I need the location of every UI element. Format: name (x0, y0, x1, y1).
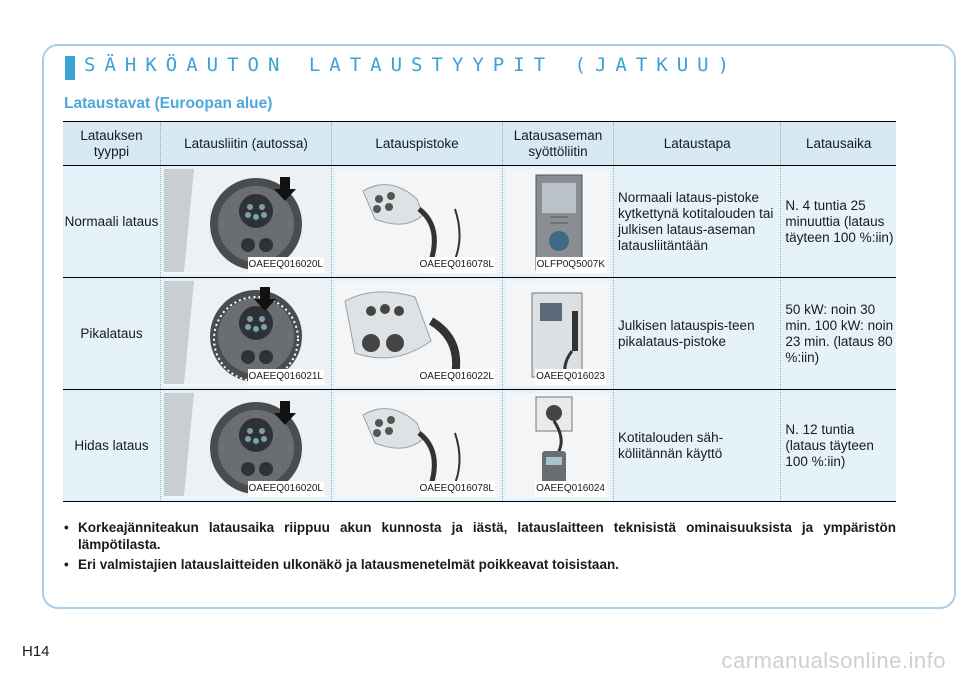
plug-image (332, 390, 503, 502)
page-title: SÄHKÖAUTON LATAUSTYYPIT (JATKUU) (84, 54, 739, 76)
time-normal: N. 4 tuntia 25 minuuttia (lataus täyteen 100 %:iin) (781, 166, 896, 278)
col-header-time: Latausaika (781, 122, 896, 166)
title-accent-bar (65, 56, 75, 80)
image-code: OAEEQ016078L (419, 257, 496, 273)
section-subtitle: Lataustavat (Euroopan alue) (64, 95, 273, 112)
row-type-slow: Hidas lataus (63, 390, 161, 502)
method-fast: Julkisen latauspis-teen pikalataus-pistoke (614, 278, 781, 390)
station-image (503, 278, 614, 390)
inlet-image (161, 166, 332, 278)
table-row (63, 390, 896, 502)
plug-image (332, 166, 503, 278)
method-normal: Normaali lataus-pistoke kytkettynä kotitalouden tai julkisen lataus-aseman latausliitäntään (614, 166, 781, 278)
image-code: OAEEQ016022L (419, 369, 496, 385)
charging-methods-table (63, 121, 896, 502)
image-code: OAEEQ016020L (248, 257, 325, 273)
image-code: OAEEQ016023 (535, 369, 606, 385)
image-code: OAEEQ016020L (248, 481, 325, 497)
note-item: • Korkeajänniteakun latausaika riippuu akun kunnosta ja iästä, latauslaitteen teknisistä ominaisuuksista ja ympäristön lämpötilasta. (64, 519, 896, 553)
image-code: OAEEQ016078L (419, 481, 496, 497)
image-code: OAEEQ016021L (248, 369, 325, 385)
col-header-method: Lataustapa (614, 122, 781, 166)
col-header-type: Latauksen tyyppi (63, 122, 161, 166)
station-image (503, 166, 614, 278)
table-header-row (63, 122, 896, 166)
row-type-normal: Normaali lataus (63, 166, 161, 278)
col-header-station: Latausaseman syöttöliitin (503, 122, 614, 166)
time-slow: N. 12 tuntia (lataus täyteen 100 %:iin) (781, 390, 896, 502)
row-type-fast: Pikalataus (63, 278, 161, 390)
image-code: OAEEQ016024 (535, 481, 606, 497)
watermark: carmanualsonline.info (721, 648, 946, 673)
table-row (63, 166, 896, 278)
inlet-image (161, 390, 332, 502)
plug-image (332, 278, 503, 390)
image-code: OLFP0Q5007K (536, 257, 606, 273)
col-header-inlet: Latausliitin (autossa) (161, 122, 332, 166)
notes-list (64, 519, 896, 576)
station-image (503, 390, 614, 502)
inlet-image (161, 278, 332, 390)
time-fast: 50 kW: noin 30 min. 100 kW: noin 23 min. (lataus 80 %:iin) (781, 278, 896, 390)
page-number: H14 (22, 643, 50, 660)
note-item: • Eri valmistajien latauslaitteiden ulkonäkö ja latausmenetelmät poikkeavat toisistaan. (64, 556, 896, 573)
table-row (63, 278, 896, 390)
col-header-plug: Latauspistoke (332, 122, 503, 166)
method-slow: Kotitalouden säh-köliitännän käyttö (614, 390, 781, 502)
